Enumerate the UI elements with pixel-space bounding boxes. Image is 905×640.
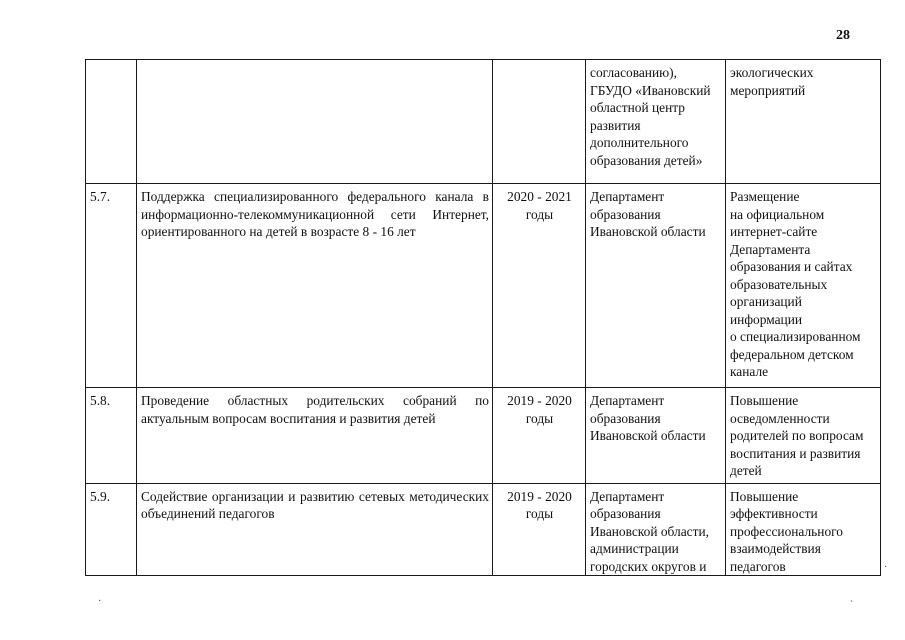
measure-term (493, 60, 586, 184)
measure-name (137, 60, 493, 184)
executor-line: образования (590, 410, 661, 426)
result-line: образовательных (730, 276, 828, 292)
result-line: взаимодействия (730, 541, 821, 556)
executor-line: областной центр (590, 100, 685, 115)
measure-term (493, 184, 586, 388)
result-line: информации (730, 311, 803, 327)
measure-executor (586, 388, 726, 484)
result-line: мероприятий (730, 82, 806, 98)
result-line: педагогов (730, 558, 786, 574)
executor-line: городских округов и (590, 558, 707, 574)
measure-result (726, 483, 881, 576)
executor-line: согласованию), (590, 65, 677, 80)
measure-number: 5.8. (86, 388, 137, 484)
executor-line: образования (590, 506, 661, 521)
measure-number: 5.7. (86, 184, 137, 388)
result-line: эффективности (730, 506, 818, 521)
result-line: экологических (730, 65, 814, 80)
measure-term (493, 388, 586, 484)
result-line: Повышение (730, 393, 799, 408)
term-line: годы (525, 410, 554, 426)
measure-result (726, 184, 881, 388)
result-line: федеральном детском (730, 346, 854, 362)
executor-line: Ивановской области, (590, 523, 709, 539)
executor-line: Департамент (590, 393, 665, 408)
executor-line: дополнительного (590, 135, 689, 150)
measure-number (86, 60, 137, 184)
result-line: о специализированном (730, 329, 861, 344)
executor-line: Ивановской области (590, 428, 706, 443)
table-row (86, 184, 881, 388)
result-line: детей (730, 463, 762, 478)
measure-result (726, 388, 881, 484)
table-row (86, 483, 881, 576)
executor-line: Департамент (590, 488, 665, 504)
executor-line: Ивановской области (590, 224, 706, 239)
page-number: 28 (836, 28, 850, 43)
executor-line: Департамент (590, 189, 665, 204)
term-line: годы (525, 506, 554, 521)
result-line: осведомленности (730, 410, 830, 426)
result-line: Повышение (730, 488, 799, 504)
result-line: на официальном (730, 206, 825, 222)
scan-speck: · (98, 596, 102, 607)
executor-line: образования детей» (590, 152, 703, 168)
measure-name: Проведение областных родительских собраний по актуальным вопросам воспитания и развития детей (137, 388, 493, 484)
measures-table-body (86, 60, 881, 576)
table-row (86, 60, 881, 184)
executor-line: ГБУДО «Ивановский (590, 82, 711, 98)
scan-speck: ` (850, 600, 854, 611)
executor-line: администрации (590, 541, 679, 556)
result-line: Размещение (730, 189, 800, 204)
table-row (86, 388, 881, 484)
measures-table (85, 59, 881, 576)
result-line: профессионального (730, 523, 843, 539)
measure-result (726, 60, 881, 184)
executor-line: образования (590, 206, 661, 222)
measure-executor (586, 60, 726, 184)
term-line: 2019 - 2020 (507, 488, 572, 504)
measure-term (493, 483, 586, 576)
term-line: годы (525, 206, 554, 222)
measure-name: Поддержка специализированного федерального канала в информационно-телекоммуникационной сети Интернет, ориентированного на детей в возрасте 8 - 16 лет (137, 184, 493, 388)
measure-executor (586, 184, 726, 388)
term-line: 2020 - 2021 (507, 189, 572, 204)
result-line: образования и сайтах (730, 259, 853, 274)
result-line: организаций (730, 294, 802, 309)
result-line: воспитания и развития (730, 445, 861, 461)
term-line: 2019 - 2020 (507, 393, 572, 408)
measure-name: Содействие организации и развитию сетевых методических объединений педагогов (137, 483, 493, 576)
measure-number: 5.9. (86, 483, 137, 576)
scan-speck: · (884, 562, 888, 573)
result-line: Департамента (730, 241, 811, 257)
result-line: канале (730, 364, 769, 379)
result-line: интернет-сайте (730, 224, 818, 239)
executor-line: развития (590, 117, 641, 133)
measure-executor (586, 483, 726, 576)
result-line: родителей по вопросам (730, 428, 864, 443)
